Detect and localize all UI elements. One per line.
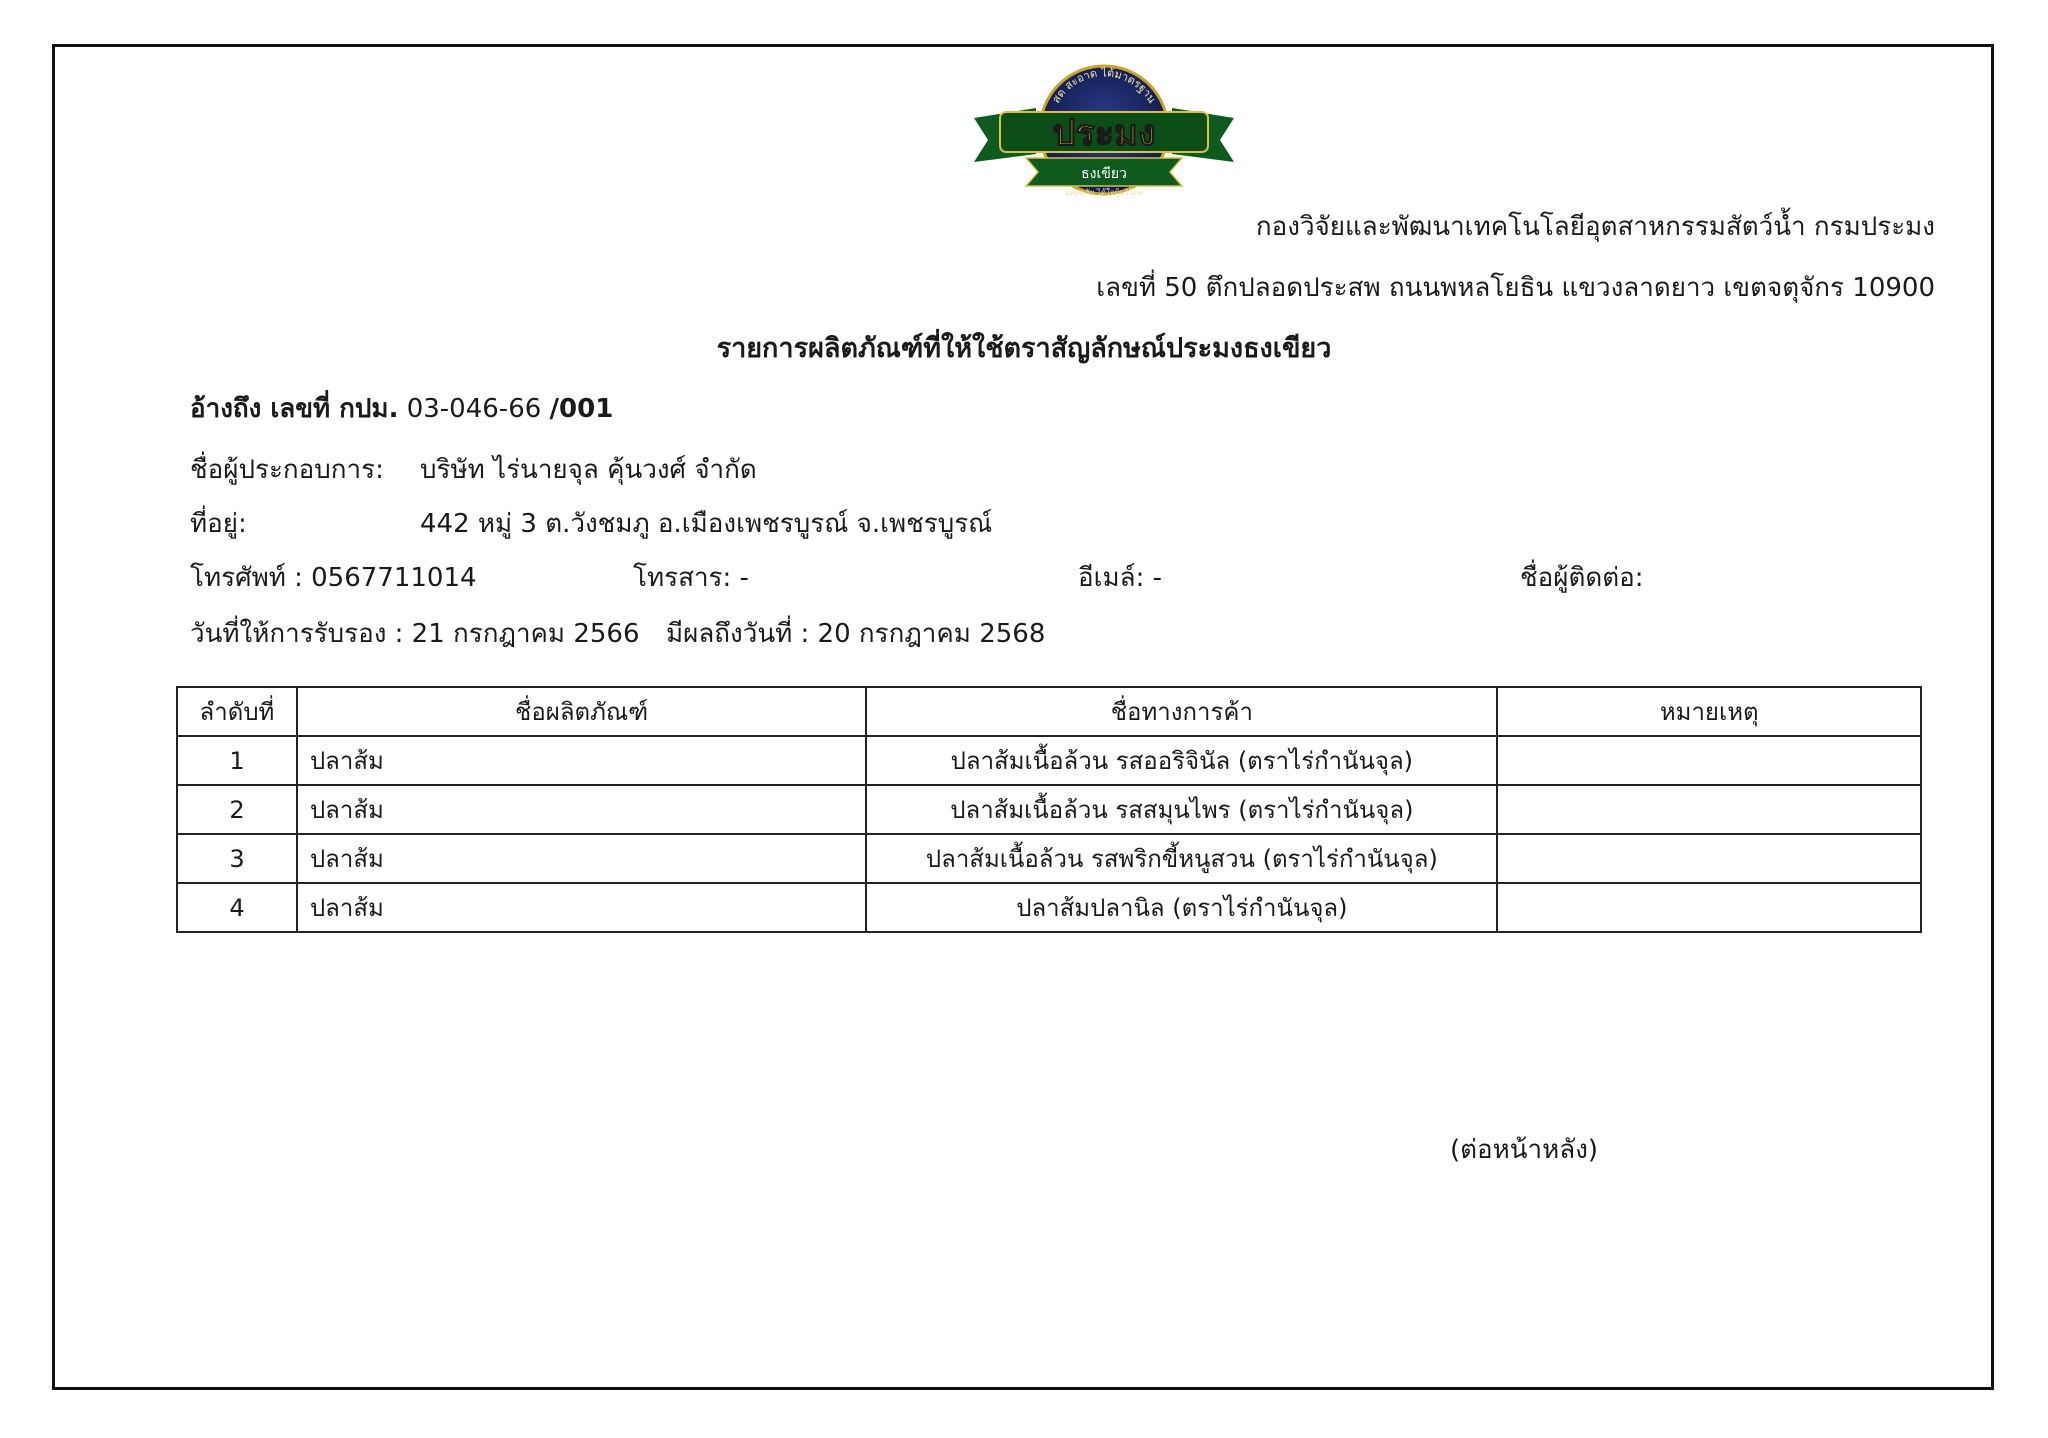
reference-line (190, 392, 613, 426)
organization-line: กองวิจัยและพัฒนาเทคโนโลยีอุตสาหกรรมสัตว์น้ำ กรมประมง (1255, 212, 1935, 242)
row-remark (1497, 785, 1921, 834)
email-field: อีเมล์: - (1078, 563, 1162, 593)
logo-ribbon-text: ธงเขียว (1081, 166, 1127, 182)
table-row (177, 834, 1921, 883)
row-product: ปลาส้ม (297, 834, 866, 883)
row-remark (1497, 736, 1921, 785)
row-remark (1497, 834, 1921, 883)
valid-until-date: มีผลถึงวันที่ : 20 กรกฎาคม 2568 (666, 619, 1046, 649)
contact-person-field: ชื่อผู้ติดต่อ: (1520, 563, 1644, 593)
address-label: ที่อยู่: (190, 509, 247, 539)
row-trade-name: ปลาส้มเนื้อล้วน รสพริกขี้หนูสวน (ตราไร่กำนันจุล) (866, 834, 1497, 883)
row-no: 2 (177, 785, 297, 834)
logo-word: ประมง (1052, 113, 1156, 154)
table-row (177, 736, 1921, 785)
table-row (177, 785, 1921, 834)
row-no: 1 (177, 736, 297, 785)
row-no: 3 (177, 834, 297, 883)
header-no: ลำดับที่ (177, 687, 297, 736)
address-value: 442 หมู่ 3 ต.วังชมภู อ.เมืองเพชรบูรณ์ จ.เพชรบูรณ์ (420, 509, 993, 539)
continued-note: (ต่อหน้าหลัง) (1450, 1135, 1599, 1165)
fax-field: โทรสาร: - (633, 563, 749, 593)
logo-bottom-text: ปลอดภัย ได้ใจผู้บริโภค (1064, 188, 1144, 197)
logo-top-text: สด สะอาด ได้มาตรฐาน (1049, 66, 1159, 106)
row-product: ปลาส้ม (297, 883, 866, 932)
table-header-row (177, 687, 1921, 736)
organization-address: เลขที่ 50 ตึกปลอดประสพ ถนนพหลโยธิน แขวงลาดยาว เขตจตุจักร 10900 (1096, 273, 1935, 303)
table-row (177, 883, 1921, 932)
operator-value: บริษัท ไร่นายจุล คุ้นวงศ์ จำกัด (420, 455, 757, 485)
header-remark: หมายเหตุ (1497, 687, 1921, 736)
operator-label: ชื่อผู้ประกอบการ: (190, 455, 384, 485)
row-trade-name: ปลาส้มปลานิล (ตราไร่กำนันจุล) (866, 883, 1497, 932)
row-remark (1497, 883, 1921, 932)
certified-date: วันที่ให้การรับรอง : 21 กรกฎาคม 2566 (190, 619, 640, 649)
fisheries-green-flag-logo (966, 62, 1242, 202)
header-trade-name: ชื่อทางการค้า (866, 687, 1497, 736)
row-trade-name: ปลาส้มเนื้อล้วน รสสมุนไพร (ตราไร่กำนันจุล) (866, 785, 1497, 834)
phone-field: โทรศัพท์ : 0567711014 (190, 563, 477, 593)
document-title: รายการผลิตภัณฑ์ที่ให้ใช้ตราสัญลักษณ์ประมงธงเขียว (716, 333, 1332, 364)
row-product: ปลาส้ม (297, 736, 866, 785)
row-no: 4 (177, 883, 297, 932)
row-trade-name: ปลาส้มเนื้อล้วน รสออริจินัล (ตราไร่กำนันจุล) (866, 736, 1497, 785)
product-table (176, 686, 1922, 933)
header-product: ชื่อผลิตภัณฑ์ (297, 687, 866, 736)
row-product: ปลาส้ม (297, 785, 866, 834)
reference-suffix: /001 (549, 394, 614, 424)
reference-number: 03-046-66 (406, 394, 542, 424)
reference-label: อ้างถึง เลขที่ กปม. (190, 394, 399, 424)
